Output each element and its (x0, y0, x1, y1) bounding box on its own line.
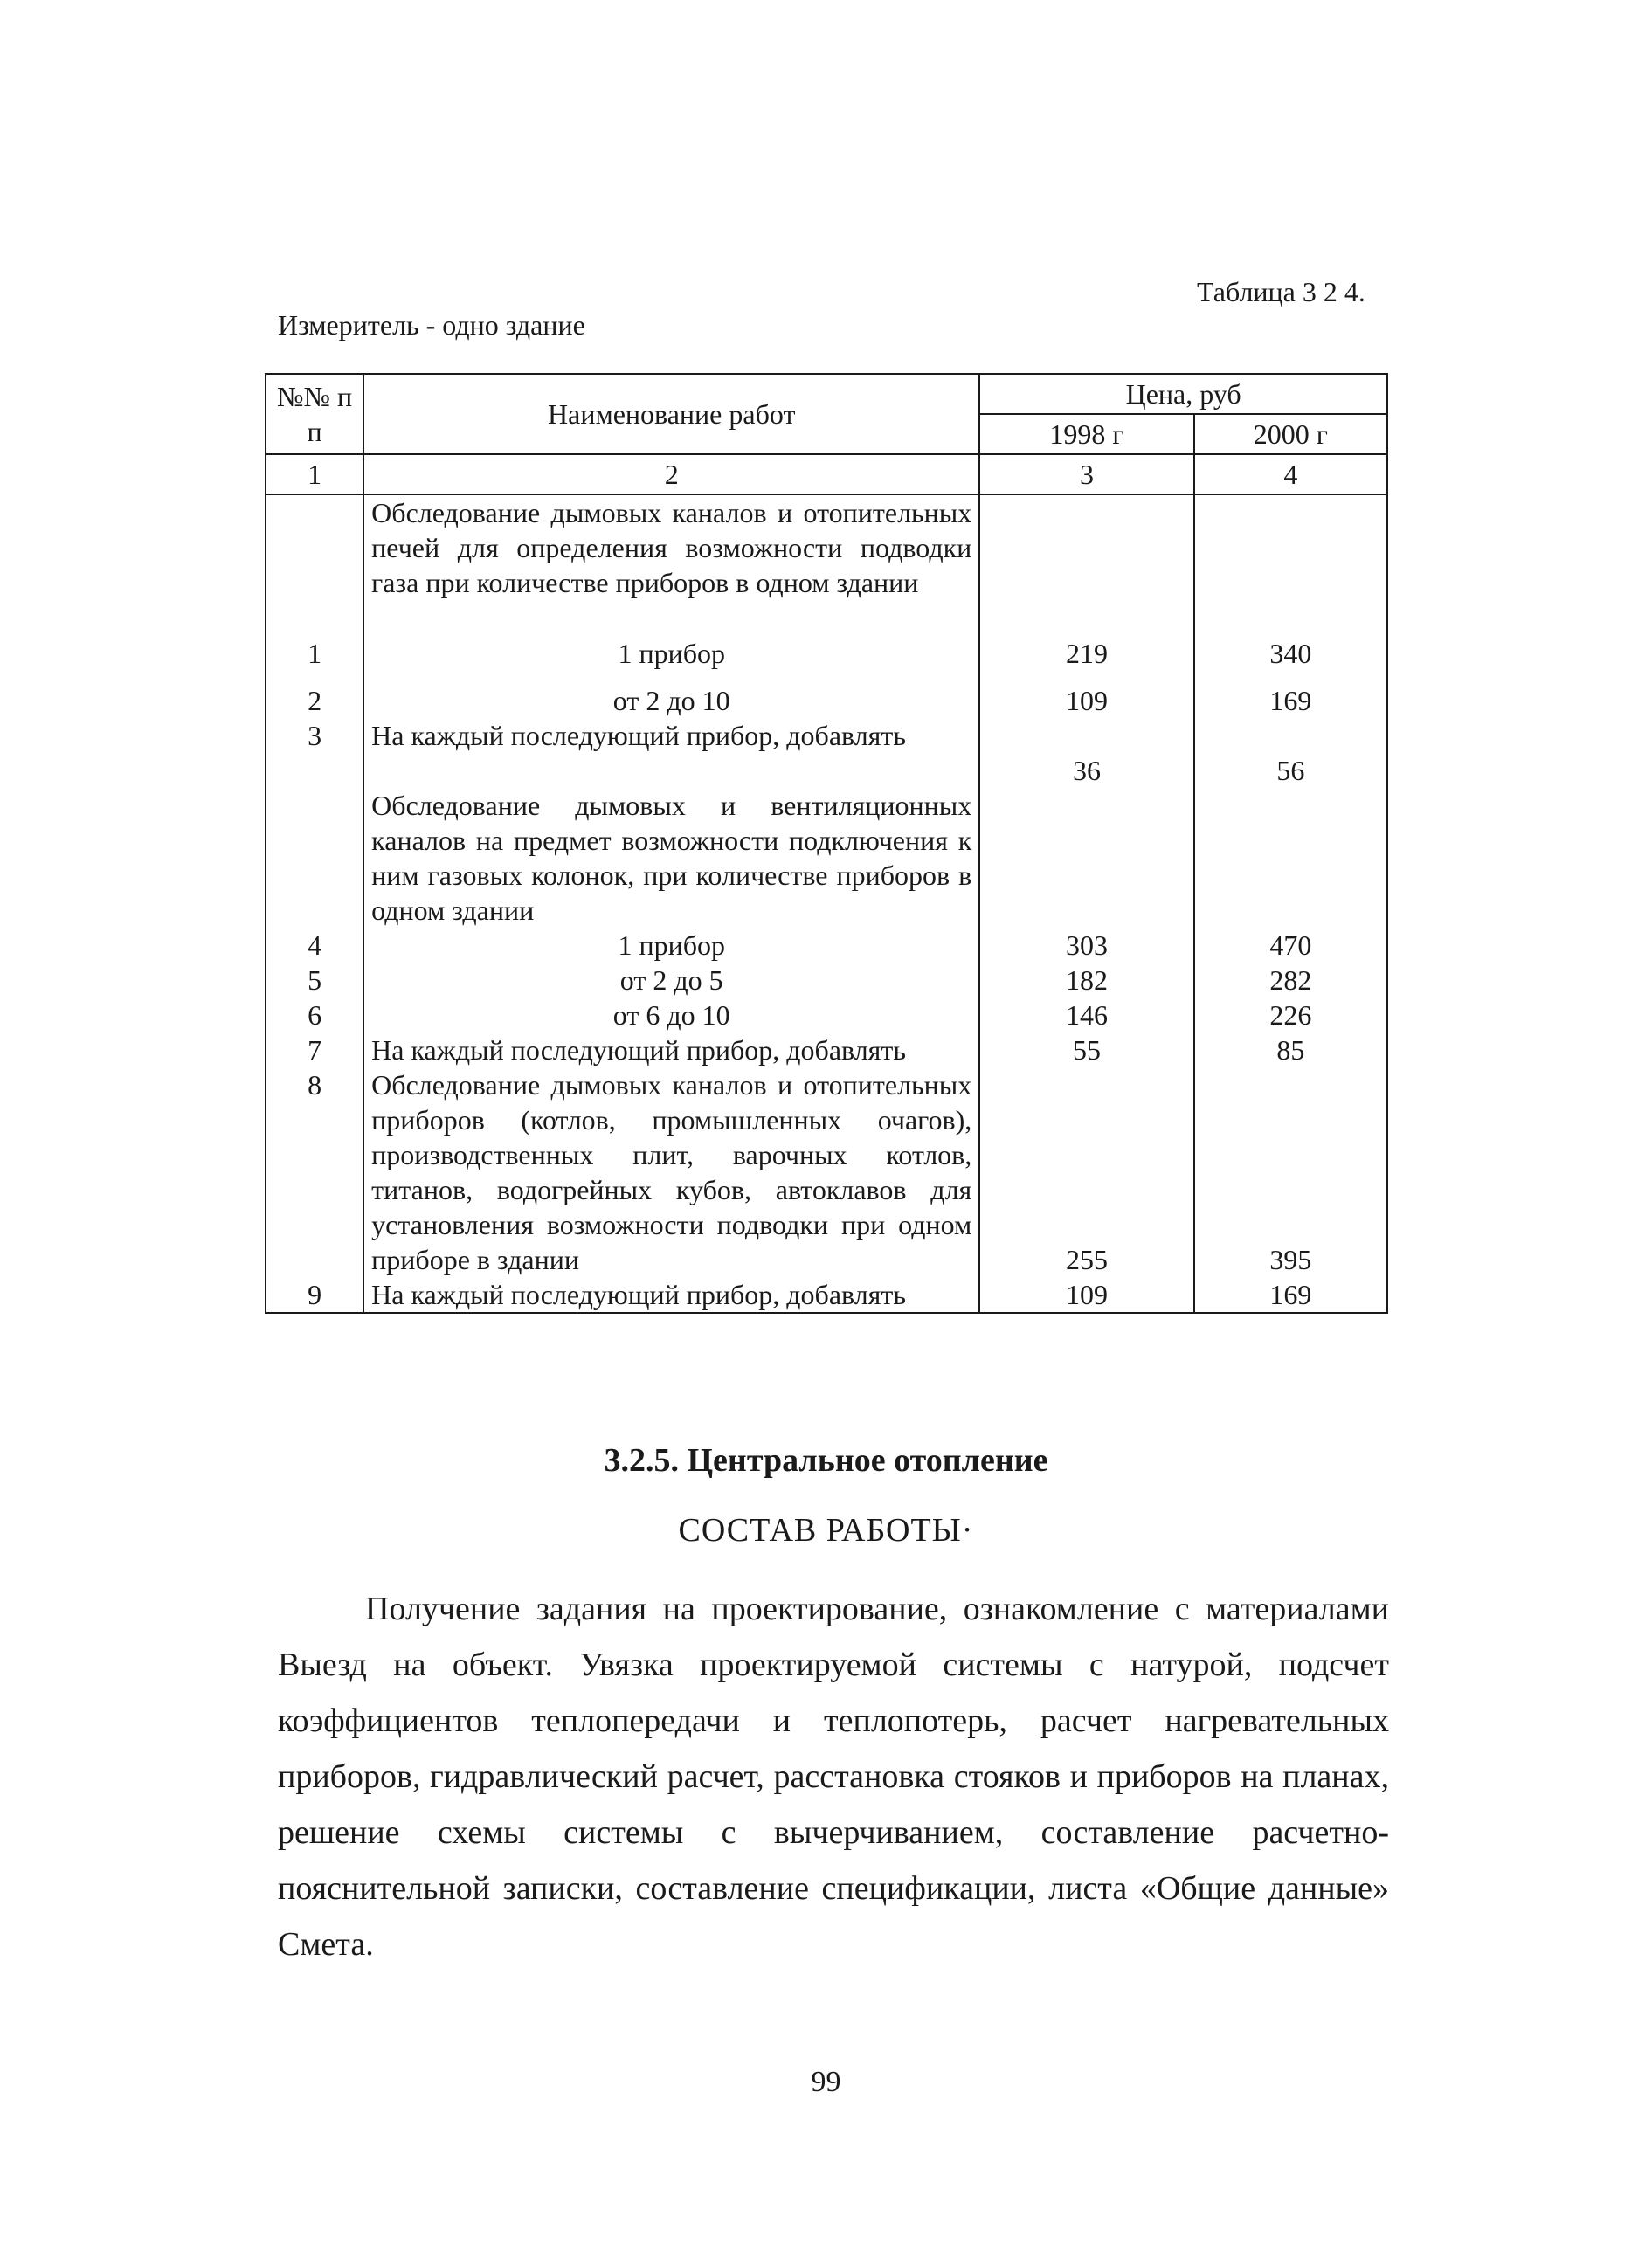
row-work-name: от 2 до 5 (363, 963, 979, 998)
row-work-name: Обследование дымовых каналов и отопительных печей для определения возможности подводки газа при количестве приборов в одном здании (363, 494, 979, 636)
header-work-name: Наименование работ (363, 374, 979, 454)
table-row (266, 1277, 1387, 1313)
row-num: 8 (266, 1067, 363, 1277)
header-year-2000: 2000 г (1194, 414, 1387, 454)
header-year-1998: 1998 г (979, 414, 1193, 454)
row-price-2000: 226 (1194, 998, 1387, 1032)
row-price-1998: 109 (979, 1277, 1193, 1313)
row-price-1998: 146 (979, 998, 1193, 1032)
row-work-name: Обследование дымовых и вентиляционных каналов на предмет возможности подключения к ним газовых колонок, при количестве приборов в одном здании (363, 788, 979, 928)
row-work-name: На каждый последующий прибор, добавлять (363, 718, 979, 788)
table-row (266, 928, 1387, 963)
row-work-name: 1 прибор (363, 928, 979, 963)
row-price-2000: 470 (1194, 928, 1387, 963)
row-work-name: от 2 до 10 (363, 683, 979, 718)
row-num: 2 (266, 683, 363, 718)
row-num: 9 (266, 1277, 363, 1313)
composition-title: СОСТАВ РАБОТЫ· (678, 1512, 974, 1549)
row-work-name: На каждый последующий прибор, добавлять (363, 1032, 979, 1067)
table-row (266, 1032, 1387, 1067)
table-row (266, 998, 1387, 1032)
row-price-2000 (1194, 494, 1387, 636)
row-price-1998: 109 (979, 683, 1193, 718)
row-work-name: от 6 до 10 (363, 998, 979, 1032)
row-price-1998: 55 (979, 1032, 1193, 1067)
measure-unit-label: Измеритель - одно здание (278, 309, 585, 341)
row-num: 7 (266, 1032, 363, 1067)
body-paragraph: Получение задания на проектирование, ознакомление с материалами Выезд на объект. Увязка проектируемой системы с натурой, подсчет коэффициентов теплопередачи и теплопотерь, расчет нагревательных приборов, гидравлический расчет, расстановка стояков и приборов на планах, решение схемы системы с вычерчиванием, составление расчетно-пояснительной записки, составление спецификации, листа «Общие данные» Смета. (278, 1591, 1389, 1963)
row-price-1998: 219 (979, 636, 1193, 683)
row-price-1998: 255 (979, 1067, 1193, 1277)
row-price-1998 (979, 494, 1193, 636)
price-table (265, 373, 1388, 1314)
header-price: Цена, руб (979, 374, 1387, 414)
row-num: 6 (266, 998, 363, 1032)
row-num: 4 (266, 928, 363, 963)
row-price-2000: 282 (1194, 963, 1387, 998)
table-row (266, 788, 1387, 928)
row-num: 3 (266, 718, 363, 788)
row-price-1998: 303 (979, 928, 1193, 963)
table-row (266, 683, 1387, 718)
row-num (266, 494, 363, 636)
column-number-1: 1 (266, 454, 363, 494)
table-row (266, 1067, 1387, 1277)
row-price-2000: 169 (1194, 683, 1387, 718)
row-price-2000: 395 (1194, 1067, 1387, 1277)
row-price-2000 (1194, 788, 1387, 928)
table-caption: Таблица 3 2 4. (1197, 276, 1365, 307)
table-row (266, 963, 1387, 998)
column-number-2: 2 (363, 454, 979, 494)
table-row (266, 718, 1387, 788)
row-price-2000: 169 (1194, 1277, 1387, 1313)
row-price-2000: 85 (1194, 1032, 1387, 1067)
row-work-name: Обследование дымовых каналов и отопительных приборов (котлов, промышленных очагов), производственных плит, варочных котлов, титанов, водогрейных кубов, автоклавов для установления возможности подводки при одном приборе в здании (363, 1067, 979, 1277)
column-number-4: 4 (1194, 454, 1387, 494)
table-row (266, 494, 1387, 636)
header-num: №№ п п (266, 374, 363, 454)
row-price-1998: 36 (979, 718, 1193, 788)
row-work-name: 1 прибор (363, 636, 979, 683)
table-row (266, 636, 1387, 683)
column-number-3: 3 (979, 454, 1193, 494)
row-num: 1 (266, 636, 363, 683)
row-num (266, 788, 363, 928)
row-num: 5 (266, 963, 363, 998)
page-number: 99 (811, 2066, 841, 2098)
row-price-2000: 340 (1194, 636, 1387, 683)
section-title: 3.2.5. Центральное отопление (604, 1442, 1048, 1479)
row-price-1998 (979, 788, 1193, 928)
row-price-1998: 182 (979, 963, 1193, 998)
row-price-2000: 56 (1194, 718, 1387, 788)
row-work-name: На каждый последующий прибор, добавлять (363, 1277, 979, 1313)
